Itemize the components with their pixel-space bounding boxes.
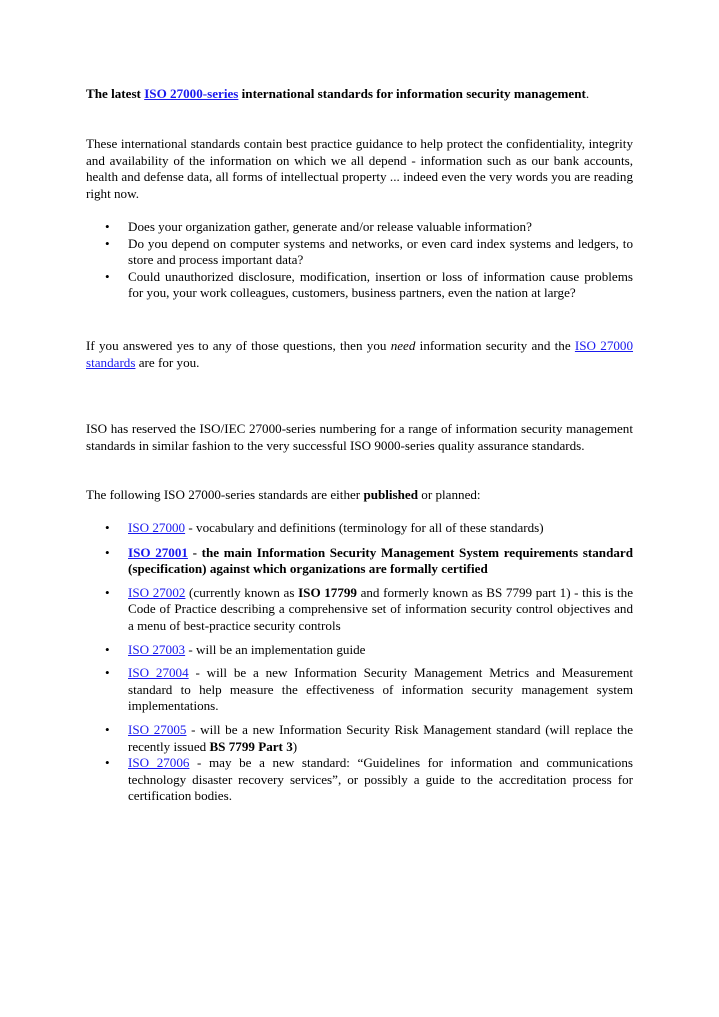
standard-text: ) [292,738,298,754]
standard-text: - will be a new Information Security Risk Management standard (will replace the recently issued [128,721,634,754]
bullet-icon: • [105,755,110,771]
bullet-icon: • [105,584,110,600]
bullet-icon: • [105,219,110,234]
standard-item-27003 [86,642,633,659]
iso-27000-link[interactable]: ISO 27000 [128,520,186,535]
bullet-icon: • [105,641,110,657]
paragraph-following [86,487,633,504]
iso-27000-series-link[interactable]: ISO 27000-series [144,86,239,101]
question-item [86,269,633,302]
bullet-icon: • [105,665,110,681]
standard-item-27004 [86,665,633,715]
question-item [86,236,633,269]
standard-text: - vocabulary and definitions (terminology for all of these standards) [185,520,544,535]
bullet-icon: • [105,520,110,535]
question-item [86,219,633,236]
standard-text: - may be a new standard: “Guidelines for information and communications technology disaster recovery services”, or possibly a guide to the accreditation process for certification bodies. [128,755,633,804]
iso-27003-link[interactable]: ISO 27003 [128,641,186,657]
standards-list [86,520,633,805]
bullet-icon: • [105,235,110,251]
standard-text: - the main Information Security Management System requirements standard (specification) against which organizations are formally certified [128,544,633,577]
standard-bold: ISO 17799 [298,584,357,600]
answer-emphasis: need [390,338,416,353]
intro-post: international standards for information security management [238,86,586,101]
question-text: Do you depend on computer systems and networks, or even card index systems and ledgers, to store and process important data? [128,235,633,268]
standard-item-27005 [86,722,633,755]
answer-pre: If you answered yes to any of those questions, then you [86,338,391,353]
paragraph-standards-guidance: These international standards contain best practice guidance to help protect the confidentiality, integrity and availability of the information on which we all depend - information such as our bank accounts, health and defense data, all forms of intellectual property ... indeed even the very words you are reading right now. [86,136,633,201]
iso-27004-link[interactable]: ISO 27004 [128,665,189,681]
intro-end: . [585,86,590,101]
question-text: Could unauthorized disclosure, modification, insertion or loss of information cause problems for you, your work colleagues, customers, business partners, even the nation at large? [128,268,633,301]
standard-item-27002 [86,585,633,635]
standard-item-27006 [86,755,633,805]
iso-27000-standards-link[interactable]: ISO 27000 standards [86,338,634,370]
iso-27002-link[interactable]: ISO 27002 [128,584,186,600]
iso-27005-link[interactable]: ISO 27005 [128,721,187,737]
question-list [86,219,633,302]
following-post: or planned: [418,487,481,502]
paragraph-iso-reserved: ISO has reserved the ISO/IEC 27000-series numbering for a range of information security management standards in similar fashion to the very successful ISO 9000-series quality assurance standards. [86,421,633,453]
answer-post: are for you. [135,354,200,370]
intro-heading [86,86,633,103]
answer-mid: information security and the [415,338,575,353]
standard-text: - will be a new Information Security Management Metrics and Measurement standard to help measure the effectiveness of information security management system implementations. [128,665,633,714]
bullet-icon: • [105,544,110,560]
paragraph-answer [86,338,633,371]
iso-27006-link[interactable]: ISO 27006 [128,755,190,771]
standard-item-27000 [86,520,633,537]
standard-text: (currently known as [185,584,299,600]
following-pre: The following ISO 27000-series standards are either [86,487,364,502]
bullet-icon: • [105,268,110,284]
question-text: Does your organization gather, generate and/or release valuable information? [128,219,532,234]
intro-pre: The latest [86,86,145,101]
bullet-icon: • [105,721,110,737]
standard-text: and formerly known as BS 7799 part 1) - this is the Code of Practice describing a comprehensive set of information security control objectives and a menu of best-practice security controls [128,584,634,633]
standard-item-27001 [86,545,633,578]
standard-text: - will be an implementation guide [185,641,366,657]
standard-bold: BS 7799 Part 3 [209,738,293,754]
iso-27001-link[interactable]: ISO 27001 [128,544,188,560]
following-bold: published [363,487,419,502]
